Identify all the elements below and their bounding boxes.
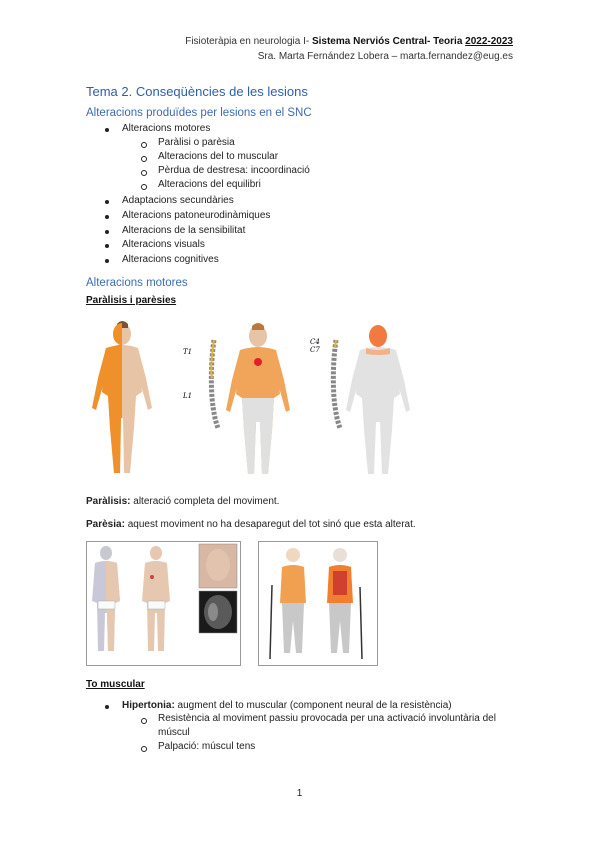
- hipertonia-item: [122, 700, 452, 711]
- paralisis-term: Paràlisis:: [86, 496, 131, 507]
- circle-bullet-icon: [141, 142, 147, 148]
- bullet-icon: [105, 259, 109, 263]
- circle-bullet-icon: [141, 746, 147, 752]
- list-item: Alteracions visuals: [122, 239, 205, 250]
- list-item: Adaptacions secundàries: [122, 195, 234, 206]
- circle-bullet-icon: [141, 156, 147, 162]
- spine-label-c4: C4: [310, 338, 320, 346]
- header-line-2: Sra. Marta Fernández Lobera – marta.fernandez@eug.es: [257, 51, 513, 62]
- list-item: Pèrdua de destresa: incoordinació: [158, 165, 310, 176]
- bullet-icon: [105, 244, 109, 248]
- body-figure-paraplegia: [182, 323, 290, 474]
- header-line-1: [185, 36, 513, 47]
- hipertonia-sub-1-line-1: Resistència al moviment passiu provocada per una activació involuntària del: [158, 713, 496, 724]
- section-heading-motores: Alteracions motores: [86, 277, 188, 289]
- paralisis-definition: [86, 496, 279, 507]
- circle-bullet-icon: [141, 718, 147, 724]
- list-item: Alteracions del to muscular: [158, 151, 279, 162]
- paralysis-body-diagrams: [86, 318, 416, 478]
- paralisis-text: alteració completa del moviment.: [130, 496, 280, 507]
- list-item: Alteracions de la sensibilitat: [122, 225, 246, 236]
- body-figure-tetraplegia: [310, 325, 410, 474]
- bullet-icon: [105, 230, 109, 234]
- list-item: Alteracions patoneurodinàmiques: [122, 210, 271, 221]
- section-heading-alteracions: Alteracions produïdes per lesions en el SNC: [86, 107, 312, 119]
- paresia-text: aquest moviment no ha desaparegut del tot sinó que esta alterat.: [124, 519, 416, 530]
- header-year: 2022-2023: [465, 36, 513, 47]
- paresia-definition: [86, 519, 416, 530]
- hipertonia-term: Hipertonia:: [122, 700, 175, 711]
- body-figure-hemiplegia: [92, 321, 152, 473]
- page-title: Tema 2. Conseqüències de les lesions: [86, 84, 308, 99]
- circle-bullet-icon: [141, 184, 147, 190]
- spine-label-t1: T1: [183, 348, 193, 356]
- subheading-to-muscular: To muscular: [86, 679, 145, 690]
- spine-label-l1: L1: [183, 392, 193, 400]
- bullet-icon: [105, 215, 109, 219]
- paresia-illustration: [86, 541, 241, 666]
- list-item: Paràlisi o parèsia: [158, 137, 235, 148]
- bullet-icon: [105, 705, 109, 709]
- paresia-term: Parèsia:: [86, 519, 125, 530]
- subheading-paralisis: Paràlisis i parèsies: [86, 295, 177, 306]
- list-item: Alteracions motores: [122, 123, 211, 134]
- circle-bullet-icon: [141, 170, 147, 176]
- bullet-icon: [105, 200, 109, 204]
- list-item: Alteracions cognitives: [122, 254, 219, 265]
- list-item: Alteracions del equilibri: [158, 179, 261, 190]
- page-number: 1: [296, 788, 303, 799]
- header-course: Fisioteràpia en neurologia I-: [185, 36, 312, 47]
- hipertonia-text: augment del to muscular (component neural de la resistència): [174, 700, 452, 711]
- hipertonia-sub-2: Palpació: múscul tens: [158, 741, 256, 752]
- spine-label-c7: C7: [310, 346, 320, 354]
- bullet-icon: [105, 128, 109, 132]
- hipertonia-sub-1-line-2: múscul: [158, 727, 190, 738]
- hemiparesis-walking-illustration: [258, 541, 378, 666]
- header-subject: Sistema Nerviós Central- Teoria: [311, 36, 466, 47]
